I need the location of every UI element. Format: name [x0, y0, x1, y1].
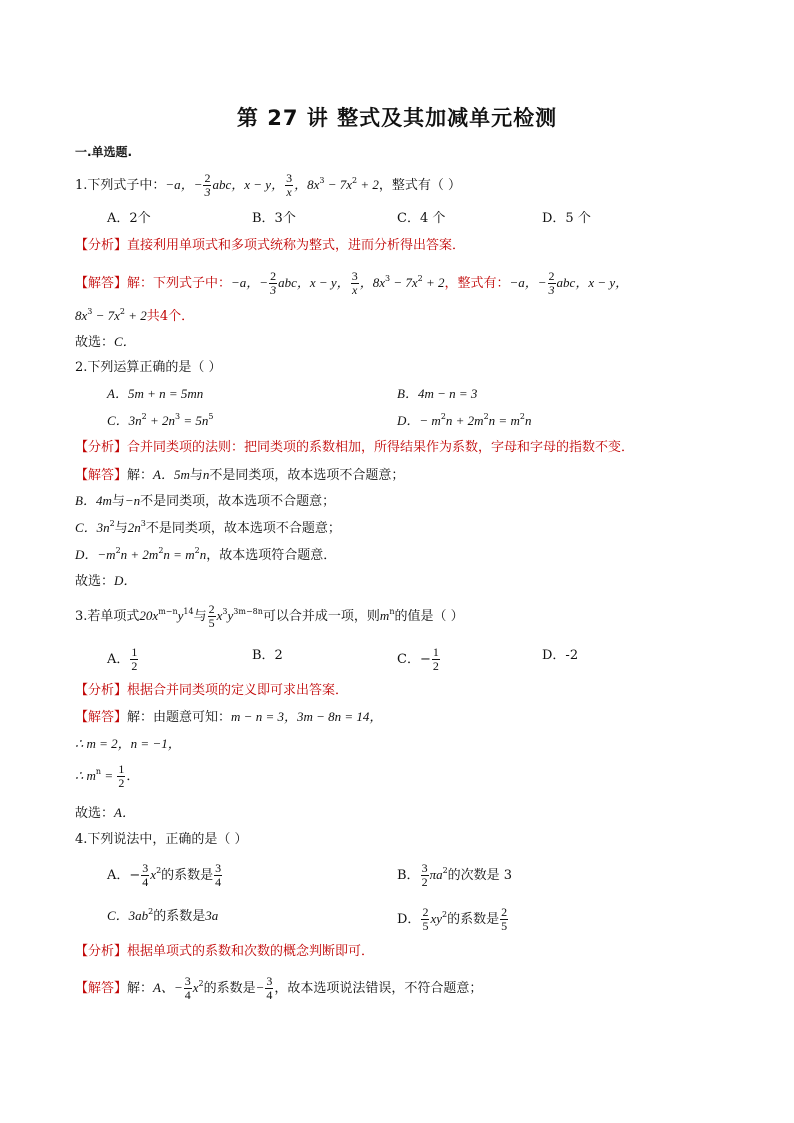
analysis-label: 【分析】 — [75, 683, 128, 698]
q3-sol3-den: 2 — [118, 776, 125, 790]
q1-sol-expr-4: ，8x — [359, 275, 385, 290]
q2-sol4-end: ，故本选项符合题意． — [206, 548, 337, 563]
q1-sol-expr-1: −a，− — [231, 275, 269, 290]
q3-solution-line-1 — [75, 707, 382, 728]
q4-optb-frac — [421, 862, 429, 889]
analysis-label: 【分析】 — [75, 238, 128, 253]
q1-analysis-text: 直接利用单项式和多项式统称为整式，进而分析得出答案． — [127, 238, 466, 253]
q4-option-b — [397, 862, 512, 889]
q1-expr-2: abc — [212, 177, 232, 192]
q4-sol-n2: 3 — [266, 974, 273, 988]
q2-sol2-expr: B．4m — [75, 493, 112, 508]
q2-optd-2: n + 2m — [445, 413, 484, 428]
q4-sol-frac-1 — [184, 975, 192, 1002]
q2-sol3-expr: C．3n — [75, 520, 110, 535]
q1-f2-den: x — [286, 185, 292, 199]
q1-sol-f3-den: 3 — [548, 283, 555, 297]
q2-optc-1: C．3n — [107, 413, 142, 428]
q2-sol4-sup-3: 2 — [194, 546, 200, 555]
q4-sol-n1: 3 — [184, 974, 191, 988]
q2-optc-sup-3: 5 — [208, 412, 214, 421]
q2-sol2-end: 不是同类项，故本选项不合题意； — [140, 494, 336, 509]
q1-sep: ，− — [180, 177, 203, 192]
q4-solution-line-1 — [75, 975, 482, 1002]
q3-sup-3: 3 — [222, 607, 228, 616]
q4-sol-expr: A、− — [153, 980, 183, 995]
q3-f-num: 2 — [208, 602, 215, 616]
q2-choice — [75, 571, 136, 592]
answer-label: 【解答】 — [75, 981, 128, 996]
q1-expr-3: ，x − y， — [231, 177, 285, 192]
q4-optb-text: 的次数是 3 — [447, 868, 513, 883]
q2-sol4-expr-2: n + 2m — [120, 547, 159, 562]
q1-expr-5: − 7x — [324, 177, 352, 192]
q4-option-c — [107, 906, 218, 927]
q2-analysis-text: 合并同类项的法则：把同类项的系数相加，所得结果作为系数，字母和字母的指数不变． — [127, 440, 635, 455]
q2-stem: 2.下列运算正确的是（ ） — [75, 360, 222, 375]
q1-sol-fraction-3 — [548, 270, 556, 297]
q4-optc-expr: C．3ab — [107, 908, 149, 923]
q4-optd-n: 2 — [422, 905, 429, 919]
q4-opta-frac-1 — [141, 862, 149, 889]
q4-opta-text: 的系数是 — [161, 868, 214, 883]
q4-sol-expr-2: x — [192, 980, 199, 995]
q1-solution-line-1 — [75, 270, 628, 297]
q2-sol3-sup-2: 3 — [140, 519, 146, 528]
q3-f-den: 5 — [208, 616, 215, 630]
q1-sol-f2-num: 3 — [351, 269, 358, 283]
answer-label: 【解答】 — [75, 710, 128, 725]
q1-sol-f1-num: 2 — [270, 269, 277, 283]
q4-optb-label: B． — [397, 868, 420, 883]
q4-optd-expr: xy — [430, 911, 442, 926]
q4-sol-sup: 2 — [198, 979, 204, 988]
q2-solution-line-2 — [75, 491, 335, 512]
q3-option-d: D．-2 — [542, 648, 579, 663]
q3-opta-label: A． — [107, 652, 130, 667]
q3-option-a — [107, 646, 139, 673]
q3-opta-den: 2 — [131, 659, 138, 673]
q3-solution-line-3 — [75, 763, 139, 790]
q2-sol3-end: 不是同类项，故本选项不合题意； — [145, 521, 341, 536]
q2-optd-sup-2: 2 — [483, 412, 489, 421]
q1-sol2-expr-3: + 2 — [125, 308, 147, 323]
q2-optd-sup-1: 2 — [440, 412, 446, 421]
q1-sol-fraction-1 — [269, 270, 277, 297]
q4-optd-n2: 2 — [501, 905, 508, 919]
q1-stem-text: 1.下列式子中： — [75, 178, 166, 193]
q4-opta-n1: 3 — [142, 861, 149, 875]
choose-label: 故选： — [75, 574, 115, 589]
q3-expr-3: x — [216, 608, 223, 623]
q1-expr-4: ，8x — [294, 177, 320, 192]
q1-sol-sup-2: 2 — [417, 274, 423, 283]
q2-sol4-expr-4: n — [199, 547, 207, 562]
q3-option-b: B．2 — [252, 648, 283, 663]
answer-label: 【解答】 — [75, 468, 128, 483]
answer-label: 【解答】 — [75, 276, 128, 291]
q2-optd-sup-3: 2 — [519, 412, 525, 421]
q4-sol-text-2: 的系数是 — [203, 981, 256, 996]
q3-sup-2: 14 — [183, 607, 194, 616]
q3-stem — [75, 603, 464, 630]
section-heading: 一.单选题. — [75, 145, 133, 159]
q4-optd-frac-2 — [500, 906, 508, 933]
q3-choice — [75, 803, 135, 824]
q4-sol-d2: 4 — [266, 988, 273, 1002]
q2-sol2-expr-2: −n — [124, 493, 141, 508]
q4-sol-d1: 4 — [184, 988, 191, 1002]
q1-option-a: A．2个 — [107, 211, 151, 226]
choose-label: 故选： — [75, 335, 115, 350]
q4-optd-frac-1 — [421, 906, 429, 933]
q2-sol4-sup-1: 2 — [115, 546, 121, 555]
q1-sol-f1-den: 3 — [270, 283, 277, 297]
q3-sol1-text: 解：由题意可知： — [127, 710, 232, 725]
q1-sol-expr-9: ，x − y， — [575, 275, 629, 290]
q1-sol-expr-7: −a，− — [509, 275, 547, 290]
q2-sol1-end: 不是同类项，故本选项不合题意； — [209, 468, 405, 483]
q4-sol-frac-2 — [265, 975, 273, 1002]
q1-f2-num: 3 — [286, 171, 293, 185]
q3-sol3-num: 1 — [118, 762, 125, 776]
q3-expr-2: y — [177, 608, 184, 623]
q1-expr-1: −a — [165, 177, 181, 192]
q3-stem-text-2: 可以合并成一项，则 — [262, 609, 380, 624]
q2-sol1-text: 解： — [127, 468, 154, 483]
q2-solution-line-4 — [75, 545, 336, 566]
q3-solution-line-2: ∴ m = 2，n = −1， — [75, 736, 181, 751]
q2-optd-4: n — [524, 413, 532, 428]
q1-sol-expr-8: abc — [556, 275, 576, 290]
q1-fraction-1 — [203, 172, 211, 199]
q3-and: 与 — [193, 609, 207, 624]
q3-stem-text: 3.若单项式 — [75, 609, 140, 624]
q3-expr-1: 20x — [139, 608, 159, 623]
q3-opta-fraction — [130, 646, 138, 673]
q2-sol1-expr-2: n — [202, 467, 210, 482]
q3-optc-num: 1 — [432, 645, 439, 659]
q4-optb-sup: 2 — [442, 866, 448, 875]
q4-opta-label: A．− — [107, 868, 141, 883]
q3-analysis-text: 根据合并同类项的定义即可求出答案． — [127, 683, 349, 698]
q4-optd-label: D． — [397, 912, 421, 927]
q2-optc-sup-1: 2 — [141, 412, 147, 421]
choose-label: 故选： — [75, 806, 115, 821]
q1-sol-f3-num: 2 — [548, 269, 555, 283]
q3-sol1-expr: m − n = 3，3m − 8n = 14， — [231, 709, 383, 724]
q3-analysis — [75, 681, 348, 701]
q4-opta-expr: x — [150, 867, 157, 882]
q1-f1-den: 3 — [204, 185, 211, 199]
q2-optc-sup-2: 3 — [175, 412, 181, 421]
q4-opta-d2: 4 — [215, 875, 222, 889]
q4-stem: 4.下列说法中，正确的是（ ） — [75, 832, 248, 847]
q2-option-b: B．4m − n = 3 — [397, 386, 478, 401]
q1-sol2-expr-2: − 7x — [92, 308, 120, 323]
q1-sol2-text-2: 个． — [168, 309, 195, 324]
q2-solution-line-3 — [75, 518, 341, 539]
q1-count: 4 — [159, 309, 169, 324]
q3-sol3-eq: = — [101, 768, 117, 783]
q1-f1-num: 2 — [204, 171, 211, 185]
q3-choice-value: A． — [114, 805, 135, 820]
q4-sol-end: ，故本选项说法错误，不符合题意； — [274, 981, 483, 996]
q2-sol3-and: 与 — [114, 521, 128, 536]
analysis-label: 【分析】 — [75, 944, 128, 959]
q4-sol-text: 解： — [127, 981, 154, 996]
analysis-label: 【分析】 — [75, 440, 128, 455]
q3-optc-den: 2 — [432, 659, 439, 673]
q4-optd-text: 的系数是 — [447, 912, 500, 927]
q4-option-a — [107, 862, 223, 889]
q2-optd-1: D．− m — [397, 413, 441, 428]
q2-option-a: A．5m + n = 5mn — [107, 386, 204, 401]
q3-sup-4: 3m−8n — [233, 607, 263, 616]
q2-sol3-sup-1: 2 — [109, 519, 115, 528]
q3-sup-1: m−n — [158, 607, 178, 616]
q1-stem-end: ，整式有（ ） — [378, 178, 462, 193]
q4-optd-d: 5 — [422, 919, 429, 933]
q3-fraction — [208, 603, 216, 630]
q1-stem — [75, 172, 461, 199]
q1-sup-2: 2 — [352, 176, 358, 185]
q3-sol3-fraction — [117, 763, 125, 790]
q1-choice-value: C． — [114, 334, 136, 349]
q1-sol2-sup-1: 3 — [87, 307, 93, 316]
q1-sol-text: 解：下列式子中： — [127, 276, 232, 291]
q2-sol1-and: 与 — [189, 468, 203, 483]
q1-choice — [75, 332, 136, 353]
q3-sol3-sup: n — [95, 767, 102, 776]
q2-sol1-expr: A．5m — [153, 467, 190, 482]
q3-optc-fraction — [432, 646, 440, 673]
q3-stem-end: 的值是（ ） — [394, 609, 464, 624]
q2-sol4-expr-1: D．−m — [75, 547, 116, 562]
q1-sol-expr-5: − 7x — [390, 275, 418, 290]
q1-analysis — [75, 236, 465, 256]
q3-opta-num: 1 — [131, 645, 138, 659]
q1-sol-expr-6: + 2 — [422, 275, 445, 290]
q4-optb-expr: πa — [429, 867, 443, 882]
q4-optd-sup: 2 — [441, 910, 448, 919]
q3-sol3-end: ． — [126, 769, 140, 784]
q4-sol-neg: − — [255, 980, 265, 995]
q4-analysis — [75, 942, 374, 962]
q4-optb-n: 3 — [421, 861, 428, 875]
q2-optc-3: = 5n — [180, 413, 209, 428]
q1-option-d: D．5 个 — [542, 211, 591, 226]
q1-sol2-expr-1: 8x — [75, 308, 88, 323]
q2-sol4-sup-2: 2 — [158, 546, 164, 555]
q1-sup-1: 3 — [319, 176, 325, 185]
q3-expr-4: y — [227, 608, 234, 623]
q4-analysis-text: 根据单项式的系数和次数的概念判断即可． — [127, 944, 375, 959]
q1-sol-expr-2: abc — [278, 275, 297, 290]
q4-optd-d2: 5 — [501, 919, 508, 933]
q4-optc-text: 的系数是 — [153, 909, 206, 924]
q3-optc-label: C．− — [397, 652, 431, 667]
q1-sol2-text-1: 共 — [146, 309, 160, 324]
q3-sol3-expr: ∴ m — [75, 768, 96, 783]
q2-option-d — [397, 411, 531, 432]
q1-solution-line-2 — [75, 306, 194, 327]
q4-opta-frac-2 — [214, 862, 222, 889]
q4-optc-value: 3a — [205, 908, 219, 923]
q4-option-d — [397, 906, 509, 933]
q4-optb-d: 2 — [421, 875, 428, 889]
q4-opta-d1: 4 — [142, 875, 149, 889]
q3-option-c — [397, 646, 441, 673]
q1-sol-expr-3: ，x − y， — [296, 275, 350, 290]
q2-optd-3: n = m — [488, 413, 520, 428]
q2-analysis — [75, 438, 634, 458]
q2-sol2-and: 与 — [111, 494, 125, 509]
q4-opta-sup: 2 — [156, 866, 162, 875]
q2-choice-value: D． — [114, 573, 137, 588]
q1-sol-f2-den: x — [352, 283, 358, 297]
q1-sol-text-2: ，整式有： — [444, 276, 510, 291]
q4-opta-n2: 3 — [215, 861, 222, 875]
q1-option-c: C．4 个 — [397, 211, 446, 226]
q1-option-b: B．3个 — [252, 211, 296, 226]
q1-sol-fraction-2 — [351, 270, 359, 297]
q2-solution-line-1 — [75, 465, 404, 486]
q1-sol-sup-1: 3 — [384, 274, 391, 283]
q3-sup-5: n — [389, 607, 395, 616]
page-title: 第 27 讲 整式及其加减单元检测 — [236, 106, 558, 130]
q2-option-c — [107, 411, 214, 432]
q4-optc-sup: 2 — [148, 907, 154, 916]
q3-expr-5: m — [379, 608, 390, 623]
q2-sol3-expr-2: 2n — [127, 520, 141, 535]
q1-fraction-2 — [285, 172, 293, 199]
q1-expr-6: + 2 — [357, 177, 379, 192]
q1-sol2-sup-2: 2 — [119, 307, 126, 316]
q2-optc-2: + 2n — [146, 413, 176, 428]
q2-sol4-expr-3: n = m — [163, 547, 195, 562]
